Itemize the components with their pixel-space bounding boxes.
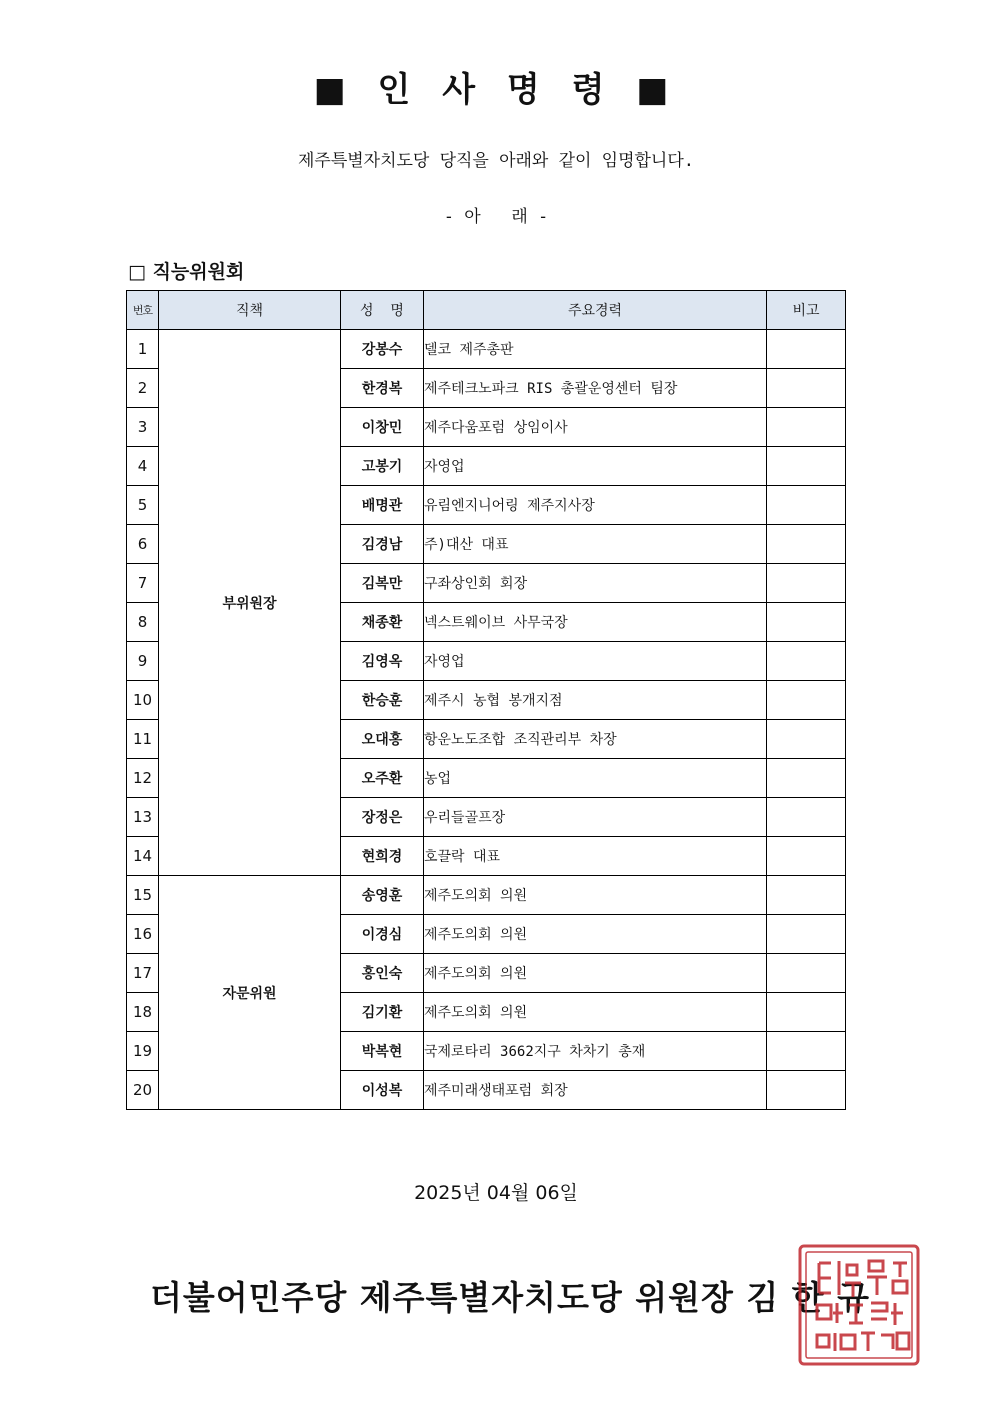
member-name: 배명관 [341, 486, 424, 525]
member-note [767, 798, 846, 837]
member-note [767, 681, 846, 720]
member-name: 한경복 [341, 369, 424, 408]
row-number: 20 [127, 1071, 159, 1110]
row-number: 5 [127, 486, 159, 525]
member-note [767, 993, 846, 1032]
member-career: 국제로타리 3662지구 차차기 총재 [424, 1032, 767, 1071]
member-name: 김복만 [341, 564, 424, 603]
member-name: 고봉기 [341, 447, 424, 486]
header-note: 비고 [767, 291, 846, 330]
member-note [767, 915, 846, 954]
table-body [127, 330, 846, 1110]
group-position: 자문위원 [159, 876, 341, 1110]
member-note [767, 954, 846, 993]
member-name: 이경심 [341, 915, 424, 954]
intro-text: 제주특별자치도당 당직을 아래와 같이 임명합니다. [297, 151, 695, 171]
header-number: 번호 [127, 291, 159, 330]
row-number: 10 [127, 681, 159, 720]
row-number: 9 [127, 642, 159, 681]
member-career: 자영업 [424, 447, 767, 486]
row-number: 8 [127, 603, 159, 642]
member-note [767, 759, 846, 798]
member-name: 이성복 [341, 1071, 424, 1110]
row-number: 19 [127, 1032, 159, 1071]
member-career: 우리들골프장 [424, 798, 767, 837]
header-name: 성 명 [341, 291, 424, 330]
signer-line: 더불어민주당 제주특별자치도당 위원장 김 한 규 [150, 1278, 871, 1317]
member-name: 강봉수 [341, 330, 424, 369]
member-name: 오주환 [341, 759, 424, 798]
table-row [127, 330, 846, 369]
section-title: □ 직능위원회 [128, 261, 245, 283]
member-note [767, 447, 846, 486]
member-name: 김기환 [341, 993, 424, 1032]
row-number: 16 [127, 915, 159, 954]
row-number: 14 [127, 837, 159, 876]
row-number: 18 [127, 993, 159, 1032]
member-name: 한승훈 [341, 681, 424, 720]
row-number: 6 [127, 525, 159, 564]
row-number: 15 [127, 876, 159, 915]
member-career: 제주도의회 의원 [424, 993, 767, 1032]
member-career: 제주도의회 의원 [424, 876, 767, 915]
row-number: 12 [127, 759, 159, 798]
member-note [767, 642, 846, 681]
member-career: 제주시 농협 봉개지점 [424, 681, 767, 720]
member-note [767, 486, 846, 525]
row-number: 13 [127, 798, 159, 837]
row-number: 1 [127, 330, 159, 369]
member-note [767, 876, 846, 915]
member-note [767, 1032, 846, 1071]
member-note [767, 720, 846, 759]
member-career: 제주다움포럼 상임이사 [424, 408, 767, 447]
member-career: 유림엔지니어링 제주지사장 [424, 486, 767, 525]
member-career: 제주미래생태포럼 회장 [424, 1071, 767, 1110]
row-number: 11 [127, 720, 159, 759]
member-career: 구좌상인회 회장 [424, 564, 767, 603]
member-note [767, 603, 846, 642]
member-career: 넥스트웨이브 사무국장 [424, 603, 767, 642]
table-row [127, 876, 846, 915]
page-title: ■ 인 사 명 령 ■ [313, 70, 679, 110]
member-note [767, 369, 846, 408]
row-number: 3 [127, 408, 159, 447]
row-number: 2 [127, 369, 159, 408]
member-note [767, 564, 846, 603]
member-career: 제주도의회 의원 [424, 915, 767, 954]
appointment-table [126, 290, 846, 1110]
official-seal [797, 1243, 921, 1367]
member-note [767, 837, 846, 876]
member-name: 박복현 [341, 1032, 424, 1071]
member-name: 김영옥 [341, 642, 424, 681]
member-career: 농업 [424, 759, 767, 798]
group-position: 부위원장 [159, 330, 341, 876]
header-position: 직책 [159, 291, 341, 330]
member-name: 홍인숙 [341, 954, 424, 993]
member-name: 장정은 [341, 798, 424, 837]
member-name: 송영훈 [341, 876, 424, 915]
member-name: 이창민 [341, 408, 424, 447]
member-name: 채종환 [341, 603, 424, 642]
member-name: 오대홍 [341, 720, 424, 759]
row-number: 17 [127, 954, 159, 993]
member-career: 델코 제주총판 [424, 330, 767, 369]
member-career: 제주도의회 의원 [424, 954, 767, 993]
member-note [767, 330, 846, 369]
member-career: 호끌락 대표 [424, 837, 767, 876]
member-career: 항운노도조합 조직관리부 차장 [424, 720, 767, 759]
member-career: 주)대산 대표 [424, 525, 767, 564]
row-number: 7 [127, 564, 159, 603]
member-note [767, 525, 846, 564]
member-career: 제주테크노파크 RIS 총괄운영센터 팀장 [424, 369, 767, 408]
header-career: 주요경력 [424, 291, 767, 330]
table-header-row [127, 291, 846, 330]
member-name: 현희경 [341, 837, 424, 876]
member-note [767, 1071, 846, 1110]
member-note [767, 408, 846, 447]
below-marker: - 아 래 - [443, 207, 549, 227]
document-date: 2025년 04월 06일 [414, 1182, 578, 1204]
member-career: 자영업 [424, 642, 767, 681]
row-number: 4 [127, 447, 159, 486]
member-name: 김경남 [341, 525, 424, 564]
